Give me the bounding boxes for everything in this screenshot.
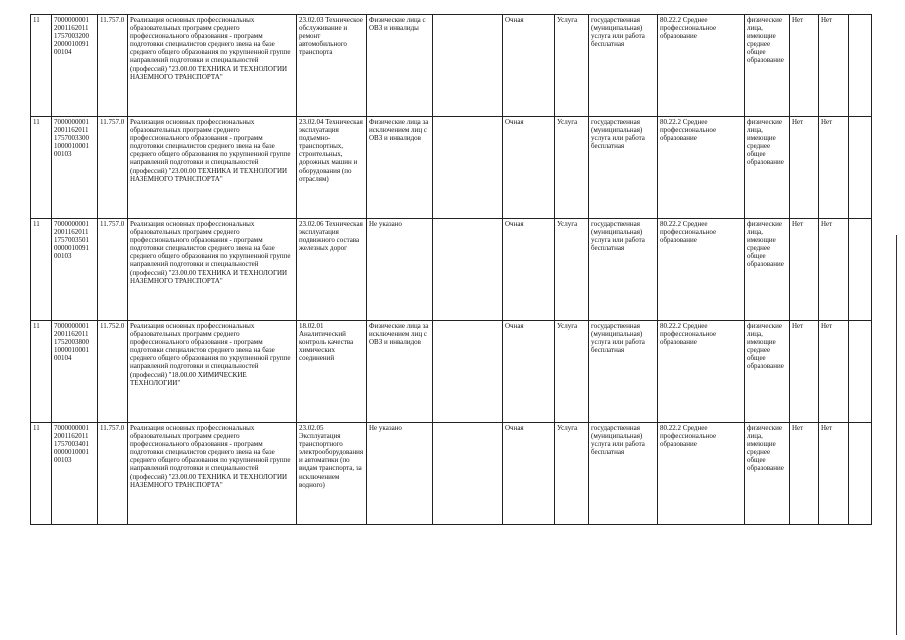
row-number-cell: 11 (31, 219, 52, 321)
category-cell: Физические лица с ОВЗ и инвалиды (367, 15, 433, 117)
flag-cell: Нет (790, 117, 819, 219)
category-cell: Не указано (367, 219, 433, 321)
row-number-cell: 11 (31, 117, 52, 219)
specialty-cell: 23.02.05 Эксплуатация транспортного электрооборудования и автоматики (по видам транспорта, за исключением водного) (297, 423, 367, 525)
flag-cell: Нет (819, 15, 849, 117)
consumer-cell: физические лица, имеющие среднее общее образование (745, 219, 790, 321)
empty-cell (849, 15, 872, 117)
table-row (31, 321, 872, 423)
table-row (31, 219, 872, 321)
service-code-cell: 11.752.0 (98, 321, 128, 423)
flag-cell: Нет (819, 117, 849, 219)
consumer-cell: физические лица, имеющие среднее общее образование (745, 117, 790, 219)
services-registry-table (30, 14, 872, 525)
service-name-cell: Реализация основных профессиональных образовательных программ среднего профессионального образования - программ подготовки специалистов среднего звена на базе среднего общего образования по укрупненной группе направлений подготовки и специальностей (профессий) "18.00.00 ХИМИЧЕСКИЕ ТЕХНОЛОГИИ" (128, 321, 297, 423)
service-code-cell: 11.757.0 (98, 15, 128, 117)
service-name-cell: Реализация основных профессиональных образовательных программ среднего профессионального образования - программ подготовки специалистов среднего звена на базе среднего общего образования по укрупненной группе направлений подготовки и специальностей (профессий) "23.00.00 ТЕХНИКА И ТЕХНОЛОГИИ НАЗЕМНОГО ТРАНСПОРТА" (128, 15, 297, 117)
study-form-cell: Очная (503, 321, 555, 423)
empty-cell (849, 321, 872, 423)
table-row (31, 117, 872, 219)
empty-cell (433, 423, 503, 525)
consumer-cell: физические лица, имеющие среднее общее образование (745, 423, 790, 525)
table-row (31, 15, 872, 117)
okved-cell: 80.22.2 Среднее профессиональное образование (658, 423, 745, 525)
registry-number-cell: 7000000001 2001162011 1757003200 2000010091 00104 (52, 15, 98, 117)
payment-cell: государственная (муниципальная) услуга или работа бесплатная (589, 15, 658, 117)
study-form-cell: Очная (503, 219, 555, 321)
study-form-cell: Очная (503, 117, 555, 219)
payment-cell: государственная (муниципальная) услуга или работа бесплатная (589, 423, 658, 525)
category-cell: Физические лица за исключением лиц с ОВЗ и инвалидов (367, 117, 433, 219)
empty-cell (433, 219, 503, 321)
okved-cell: 80.22.2 Среднее профессиональное образование (658, 15, 745, 117)
okved-cell: 80.22.2 Среднее профессиональное образование (658, 219, 745, 321)
flag-cell: Нет (790, 15, 819, 117)
service-name-cell: Реализация основных профессиональных образовательных программ среднего профессионального образования - программ подготовки специалистов среднего звена на базе среднего общего образования по укрупненной группе направлений подготовки и специальностей (профессий) "23.00.00 ТЕХНИКА И ТЕХНОЛОГИИ НАЗЕМНОГО ТРАНСПОРТА" (128, 219, 297, 321)
consumer-cell: физические лица, имеющие среднее общее образование (745, 321, 790, 423)
specialty-cell: 23.02.06 Техническая эксплуатация подвижного состава железных дорог (297, 219, 367, 321)
empty-cell (849, 219, 872, 321)
payment-cell: государственная (муниципальная) услуга или работа бесплатная (589, 117, 658, 219)
empty-cell (849, 117, 872, 219)
scan-edge-line (896, 235, 897, 635)
row-number-cell: 11 (31, 15, 52, 117)
registry-number-cell: 7000000001 2001162011 1757003401 0000010001 00103 (52, 423, 98, 525)
registry-number-cell: 7000000001 2001162011 1752003800 1000010001 00104 (52, 321, 98, 423)
empty-cell (433, 117, 503, 219)
flag-cell: Нет (819, 321, 849, 423)
service-code-cell: 11.757.0 (98, 219, 128, 321)
okved-cell: 80.22.2 Среднее профессиональное образование (658, 321, 745, 423)
type-cell: Услуга (555, 321, 589, 423)
flag-cell: Нет (790, 321, 819, 423)
type-cell: Услуга (555, 15, 589, 117)
category-cell: Не указано (367, 423, 433, 525)
flag-cell: Нет (790, 219, 819, 321)
study-form-cell: Очная (503, 15, 555, 117)
type-cell: Услуга (555, 423, 589, 525)
specialty-cell: 23.02.03 Техническое обслуживание и ремонт автомобильного транспорта (297, 15, 367, 117)
okved-cell: 80.22.2 Среднее профессиональное образование (658, 117, 745, 219)
study-form-cell: Очная (503, 423, 555, 525)
empty-cell (849, 423, 872, 525)
payment-cell: государственная (муниципальная) услуга или работа бесплатная (589, 321, 658, 423)
empty-cell (433, 321, 503, 423)
specialty-cell: 23.02.04 Техническая эксплуатация подъемно-транспортных, строительных, дорожных машин и оборудования (по отраслям) (297, 117, 367, 219)
empty-cell (433, 15, 503, 117)
row-number-cell: 11 (31, 321, 52, 423)
consumer-cell: физические лица, имеющие среднее общее образование (745, 15, 790, 117)
service-name-cell: Реализация основных профессиональных образовательных программ среднего профессионального образования - программ подготовки специалистов среднего звена на базе среднего общего образования по укрупненной группе направлений подготовки и специальностей (профессий) "23.00.00 ТЕХНИКА И ТЕХНОЛОГИИ НАЗЕМНОГО ТРАНСПОРТА" (128, 117, 297, 219)
table-row (31, 423, 872, 525)
service-code-cell: 11.757.0 (98, 117, 128, 219)
registry-number-cell: 7000000001 2001162011 1757003501 0000010091 00103 (52, 219, 98, 321)
specialty-cell: 18.02.01 Аналитический контроль качества химических соединений (297, 321, 367, 423)
category-cell: Физические лица за исключением лиц с ОВЗ и инвалидов (367, 321, 433, 423)
flag-cell: Нет (790, 423, 819, 525)
type-cell: Услуга (555, 117, 589, 219)
flag-cell: Нет (819, 423, 849, 525)
type-cell: Услуга (555, 219, 589, 321)
flag-cell: Нет (819, 219, 849, 321)
service-name-cell: Реализация основных профессиональных образовательных программ среднего профессионального образования - программ подготовки специалистов среднего звена на базе среднего общего образования по укрупненной группе направлений подготовки и специальностей (профессий) "23.00.00 ТЕХНИКА И ТЕХНОЛОГИИ НАЗЕМНОГО ТРАНСПОРТА" (128, 423, 297, 525)
service-code-cell: 11.757.0 (98, 423, 128, 525)
payment-cell: государственная (муниципальная) услуга или работа бесплатная (589, 219, 658, 321)
row-number-cell: 11 (31, 423, 52, 525)
registry-number-cell: 7000000001 2001162011 1757003300 1000010001 00103 (52, 117, 98, 219)
